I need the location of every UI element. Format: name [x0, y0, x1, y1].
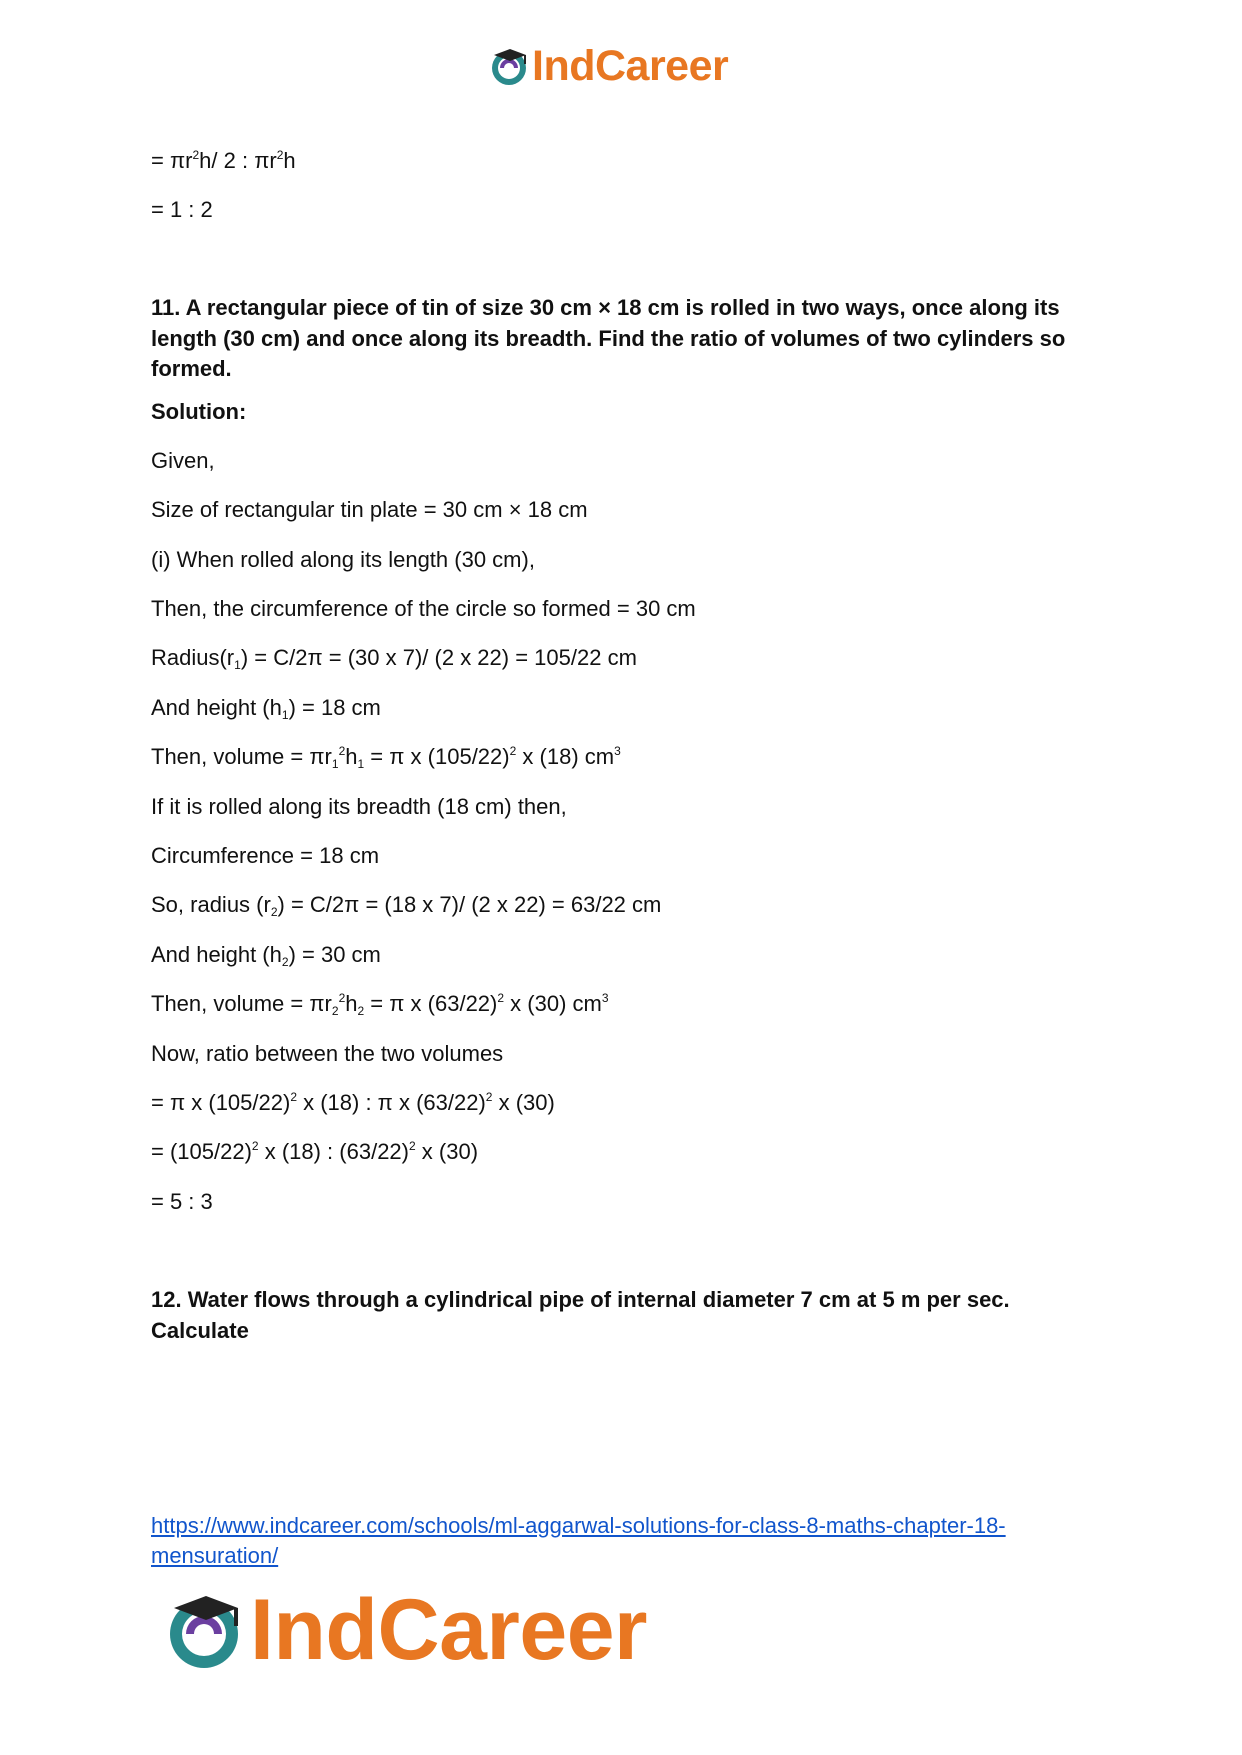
ratio-line-1: = π x $(105/22)^2$ x (18) : π x $(63/22)^2$ x (30)	[151, 1090, 555, 1115]
height2-line: And height $(h_2) = 30$ cm	[151, 942, 381, 969]
size-line: Size of rectangular tin plate = 30 cm × 18 cm	[151, 497, 588, 522]
question-11: 11. A rectangular piece of tin of size 30 cm × 18 cm is rolled in two ways, once along its length (30 cm) and once along its breadth. Find the ratio of volumes of two cylinders so formed.	[151, 295, 1066, 381]
footer-logo	[162, 1581, 647, 1678]
ratio-line-2: = $(105/22)^2$ x (18) : $(63/22)^2$ x (30)	[151, 1139, 479, 1164]
breadth-line: If it is rolled along its breadth (18 cm) then,	[151, 794, 567, 819]
given-line: Given,	[151, 448, 215, 473]
case1-line: (i) When rolled along its length (30 cm),	[151, 547, 535, 572]
brand-name: IndCareer	[250, 1581, 647, 1678]
radius1-line: $Radius(r_1) = C/2\pi = (30$ x 7)/ (2 x 22) = 105/22 cm	[151, 645, 637, 672]
brand-name: IndCareer	[532, 41, 729, 90]
question-12: 12. Water flows through a cylindrical pipe of internal diameter 7 cm at 5 m per sec. Calculate	[151, 1287, 1010, 1343]
circumference1-line: Then, the circumference of the circle so formed = 30 cm	[151, 596, 696, 621]
circumference2-line: Circumference = 18 cm	[151, 843, 380, 868]
volume1-line: Then, volume = $\pi r_1^2h_1 = \pi$ x $(105/22)^2$ x (18) $cm^3$	[151, 744, 621, 771]
math-line: = $\pi r^2h/$ 2 : $\pi r^2h$	[151, 148, 296, 173]
volume2-line: Then, volume = $\pi r_2^2h_2 = \pi$ x $(63/22)^2$ x (30) $cm^3$	[151, 991, 609, 1018]
solution-label: Solution:	[151, 399, 247, 424]
final-ratio-line: = 5 : 3	[151, 1189, 213, 1214]
source-link[interactable]: https://www.indcareer.com/schools/ml-aggarwal-solutions-for-class-8-maths-chapter-18-mensuration/	[151, 1513, 1006, 1568]
graduation-globe-icon	[488, 45, 530, 87]
graduation-globe-icon	[162, 1588, 246, 1672]
height1-line: And height $(h_1) = 18$ cm	[151, 695, 381, 722]
radius2-line: So, radius $(r_2) = C/2\pi = (18$ x 7)/ (2 x 22) = 63/22 cm	[151, 892, 662, 919]
math-line: = 1 : 2	[151, 197, 213, 222]
header-logo	[488, 42, 728, 90]
ratio-intro-line: Now, ratio between the two volumes	[151, 1041, 504, 1066]
